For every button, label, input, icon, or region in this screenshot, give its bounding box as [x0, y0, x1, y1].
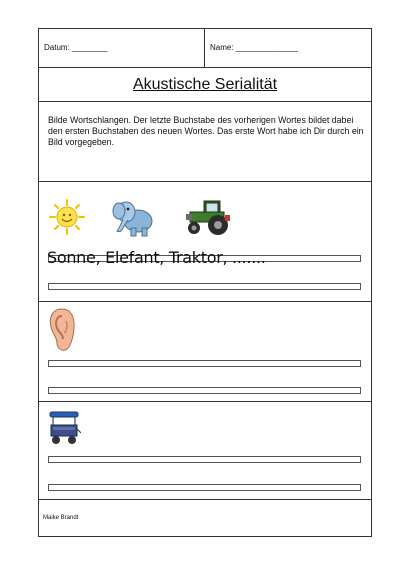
answer-line-2b[interactable]	[48, 387, 361, 394]
instructions-text: Bilde Wortschlangen. Der letzte Buchstabe des vorherigen Wortes bildet dabei den ersten Buchstaben des neuen Wortes. Das erste Wort habe ich Dir durch ein Bild vorgegeben.	[48, 115, 364, 147]
worksheet-frame	[38, 28, 372, 537]
ear-icon	[47, 307, 77, 353]
answer-line-2a[interactable]	[48, 360, 361, 367]
answer-line-3a[interactable]	[48, 456, 361, 463]
elephant-icon	[111, 197, 155, 239]
answer-line-3b[interactable]	[48, 484, 361, 491]
sun-icon	[49, 199, 85, 235]
page-title: Akustische Serialität	[132, 76, 278, 93]
answer-line-1b[interactable]	[48, 283, 361, 290]
example-answer: Sonne, Elefant, Traktor, .......	[47, 248, 266, 267]
header-divider	[204, 29, 205, 67]
wagon-icon	[47, 409, 81, 447]
rule-exercise-1	[39, 301, 371, 302]
name-field: Name: ______________	[210, 43, 299, 52]
rule-instructions	[39, 181, 371, 182]
author-credit: Maike Brandt	[43, 515, 79, 521]
tractor-icon	[182, 198, 232, 236]
rule-title	[39, 101, 371, 102]
rule-header	[39, 67, 371, 68]
rule-exercise-3	[39, 499, 371, 500]
rule-exercise-2	[39, 401, 371, 402]
date-field: Datum: ________	[44, 43, 108, 52]
